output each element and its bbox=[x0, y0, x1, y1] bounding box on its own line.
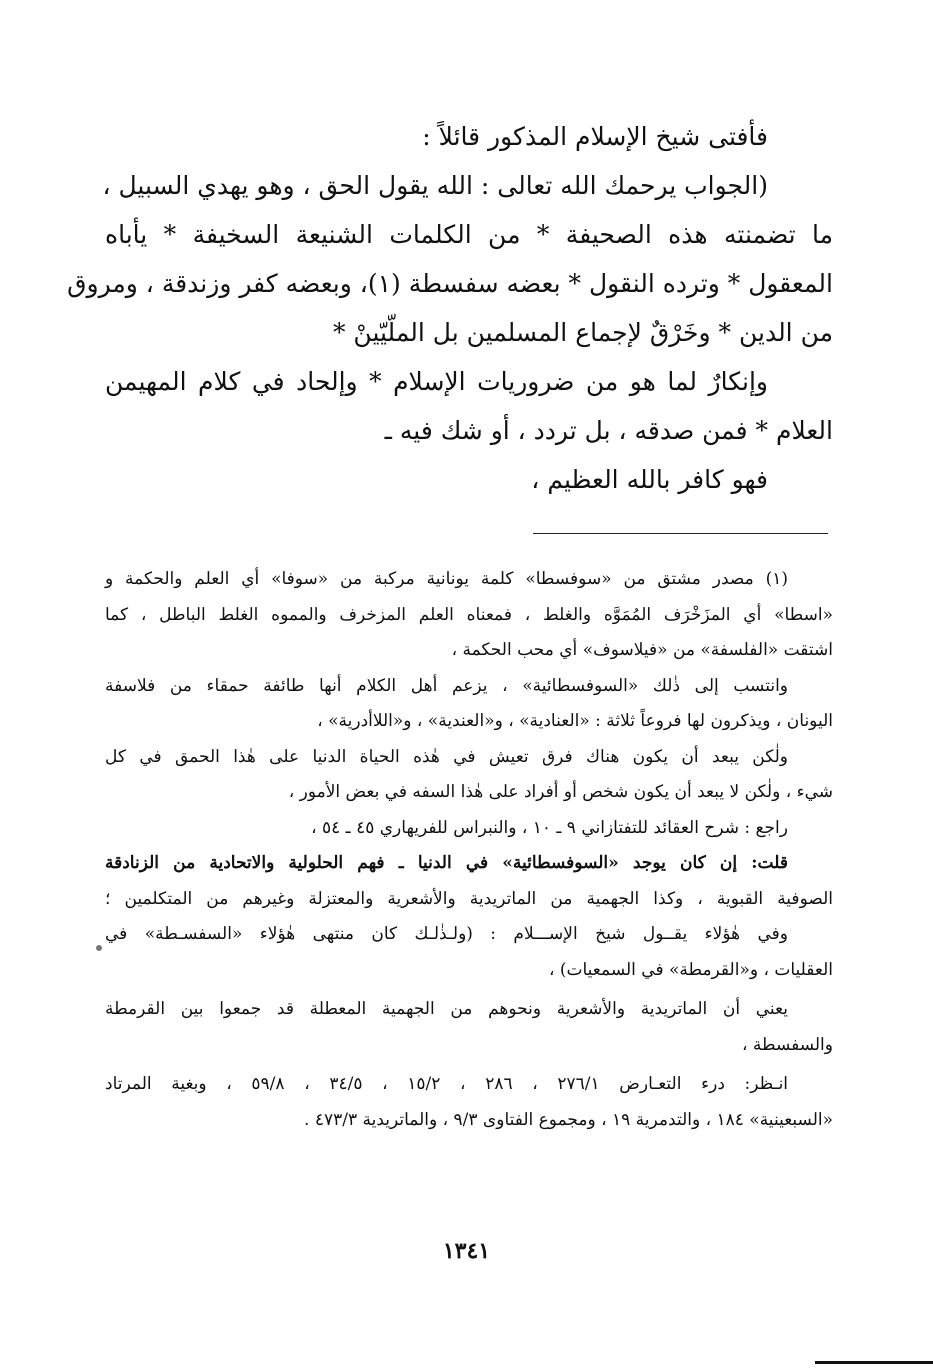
page-number: ١٣٤١ bbox=[442, 1238, 491, 1264]
main-line: فأفتى شيخ الإسلام المذكور قائلاً : bbox=[422, 122, 768, 151]
footnote-line: الصوفية القبوية ، وكذا الجهمية من الماتريدية والأشعرية والمعتزلة وغيرهم من المتكلمين ؛ bbox=[105, 888, 833, 909]
footnote-line: اشتقت «الفلسفة» من «فيلاسوف» أي محب الحكمة ، bbox=[451, 640, 833, 660]
footnote-line: «اسطا» أي المزَخْرَف المُمَوَّه والغلط ، فمعناه العلم المزخرف والمموه الغلط الباطل ، كما bbox=[105, 604, 833, 625]
footnote-line: (١) مصدر مشتق من «سوفسطا» كلمة يونانية مركبة من «سوفا» أي العلم والحكمة و bbox=[105, 569, 788, 589]
scan-dot bbox=[96, 945, 102, 951]
page-edge-rule bbox=[815, 1361, 933, 1364]
footnote-line: قلت: إن كان يوجد «السوفسطائية» في الدنيا ـ فهم الحلولية والاتحادية من الزنادقة bbox=[105, 853, 788, 873]
footnote-line: «السبعينية» ١٨٤ ، والتدمرية ١٩ ، ومجموع الفتاوى ٩/٣ ، والماتريدية ٤٧٣/٣ . bbox=[304, 1109, 833, 1130]
main-line: العلام * فمن صدقه ، بل تردد ، أو شك فيه ـ bbox=[384, 416, 833, 445]
footnote-line: شيء ، ولٰكن لا يبعد أن يكون شخص أو أفراد على هٰذا السفه في بعض الأمور ، bbox=[288, 782, 833, 802]
footnote-line: راجع : شرح العقائد للتفتازاني ٩ ـ ١٠ ، والنبراس للفريهاري ٤٥ ـ ٥٤ ، bbox=[311, 817, 788, 838]
footnote-line: وفي هٰؤلاء يقــول شيخ الإســـلام : (ولـذٰلـك كان منتهى هٰؤلاء «السفسـطة» في bbox=[105, 924, 788, 944]
footnote-line: اليونان ، ويذكرون لها فروعاً ثلاثة : «العنادية» ، و«العندية» ، و«اللاأدرية» ، bbox=[317, 711, 833, 731]
footnotes-block bbox=[105, 562, 833, 1138]
main-line: المعقول * وترده النقول * بعضه سفسطة (١)، وبعضه كفر وزندقة ، ومروق bbox=[67, 269, 833, 298]
footnote-line: يعني أن الماتريدية والأشعرية ونحوهم من الجهمية المعطلة قد جمعوا بين القرمطة bbox=[105, 999, 788, 1019]
main-line: فهو كافر بالله العظيم ، bbox=[531, 465, 768, 494]
main-line: من الدين * وخَرْقٌ لإجماع المسلمين بل الملّيّينْ * bbox=[332, 318, 833, 347]
main-line: ما تضمنته هذه الصحيفة * من الكلمات الشنيعة السخيفة * يأباه bbox=[105, 220, 833, 249]
main-text-block bbox=[67, 112, 833, 504]
footnote-separator bbox=[533, 533, 828, 534]
footnote-line: انـظر: درء التعـارض ٢٧٦/١ ، ٢٨٦ ، ١٥/٢ ، ٣٤/٥ ، ٥٩/٨ ، وبغية المرتاد bbox=[105, 1074, 789, 1094]
footnote-line: والسفسطة ، bbox=[742, 1034, 833, 1055]
main-line: وإنكارٌ لما هو من ضروريات الإسلام * وإلحاد في كلام المهيمن bbox=[105, 367, 768, 396]
footnote-line: وانتسب إلى ذٰلك «السوفسطائية» ، يزعم أهل الكلام أنها طائفة حمقاء من فلاسفة bbox=[105, 675, 788, 696]
main-line: (الجواب يرحمك الله تعالى : الله يقول الحق ، وهو يهدي السبيل ، bbox=[102, 171, 768, 200]
footnote-line: ولٰكن يبعد أن يكون هناك فرق تعيش في هٰذه الحياة الدنيا على هٰذا الحمق في كل bbox=[105, 746, 788, 767]
footnote-line: العقليات ، و«القرمطة» في السمعيات) ، bbox=[548, 959, 833, 980]
